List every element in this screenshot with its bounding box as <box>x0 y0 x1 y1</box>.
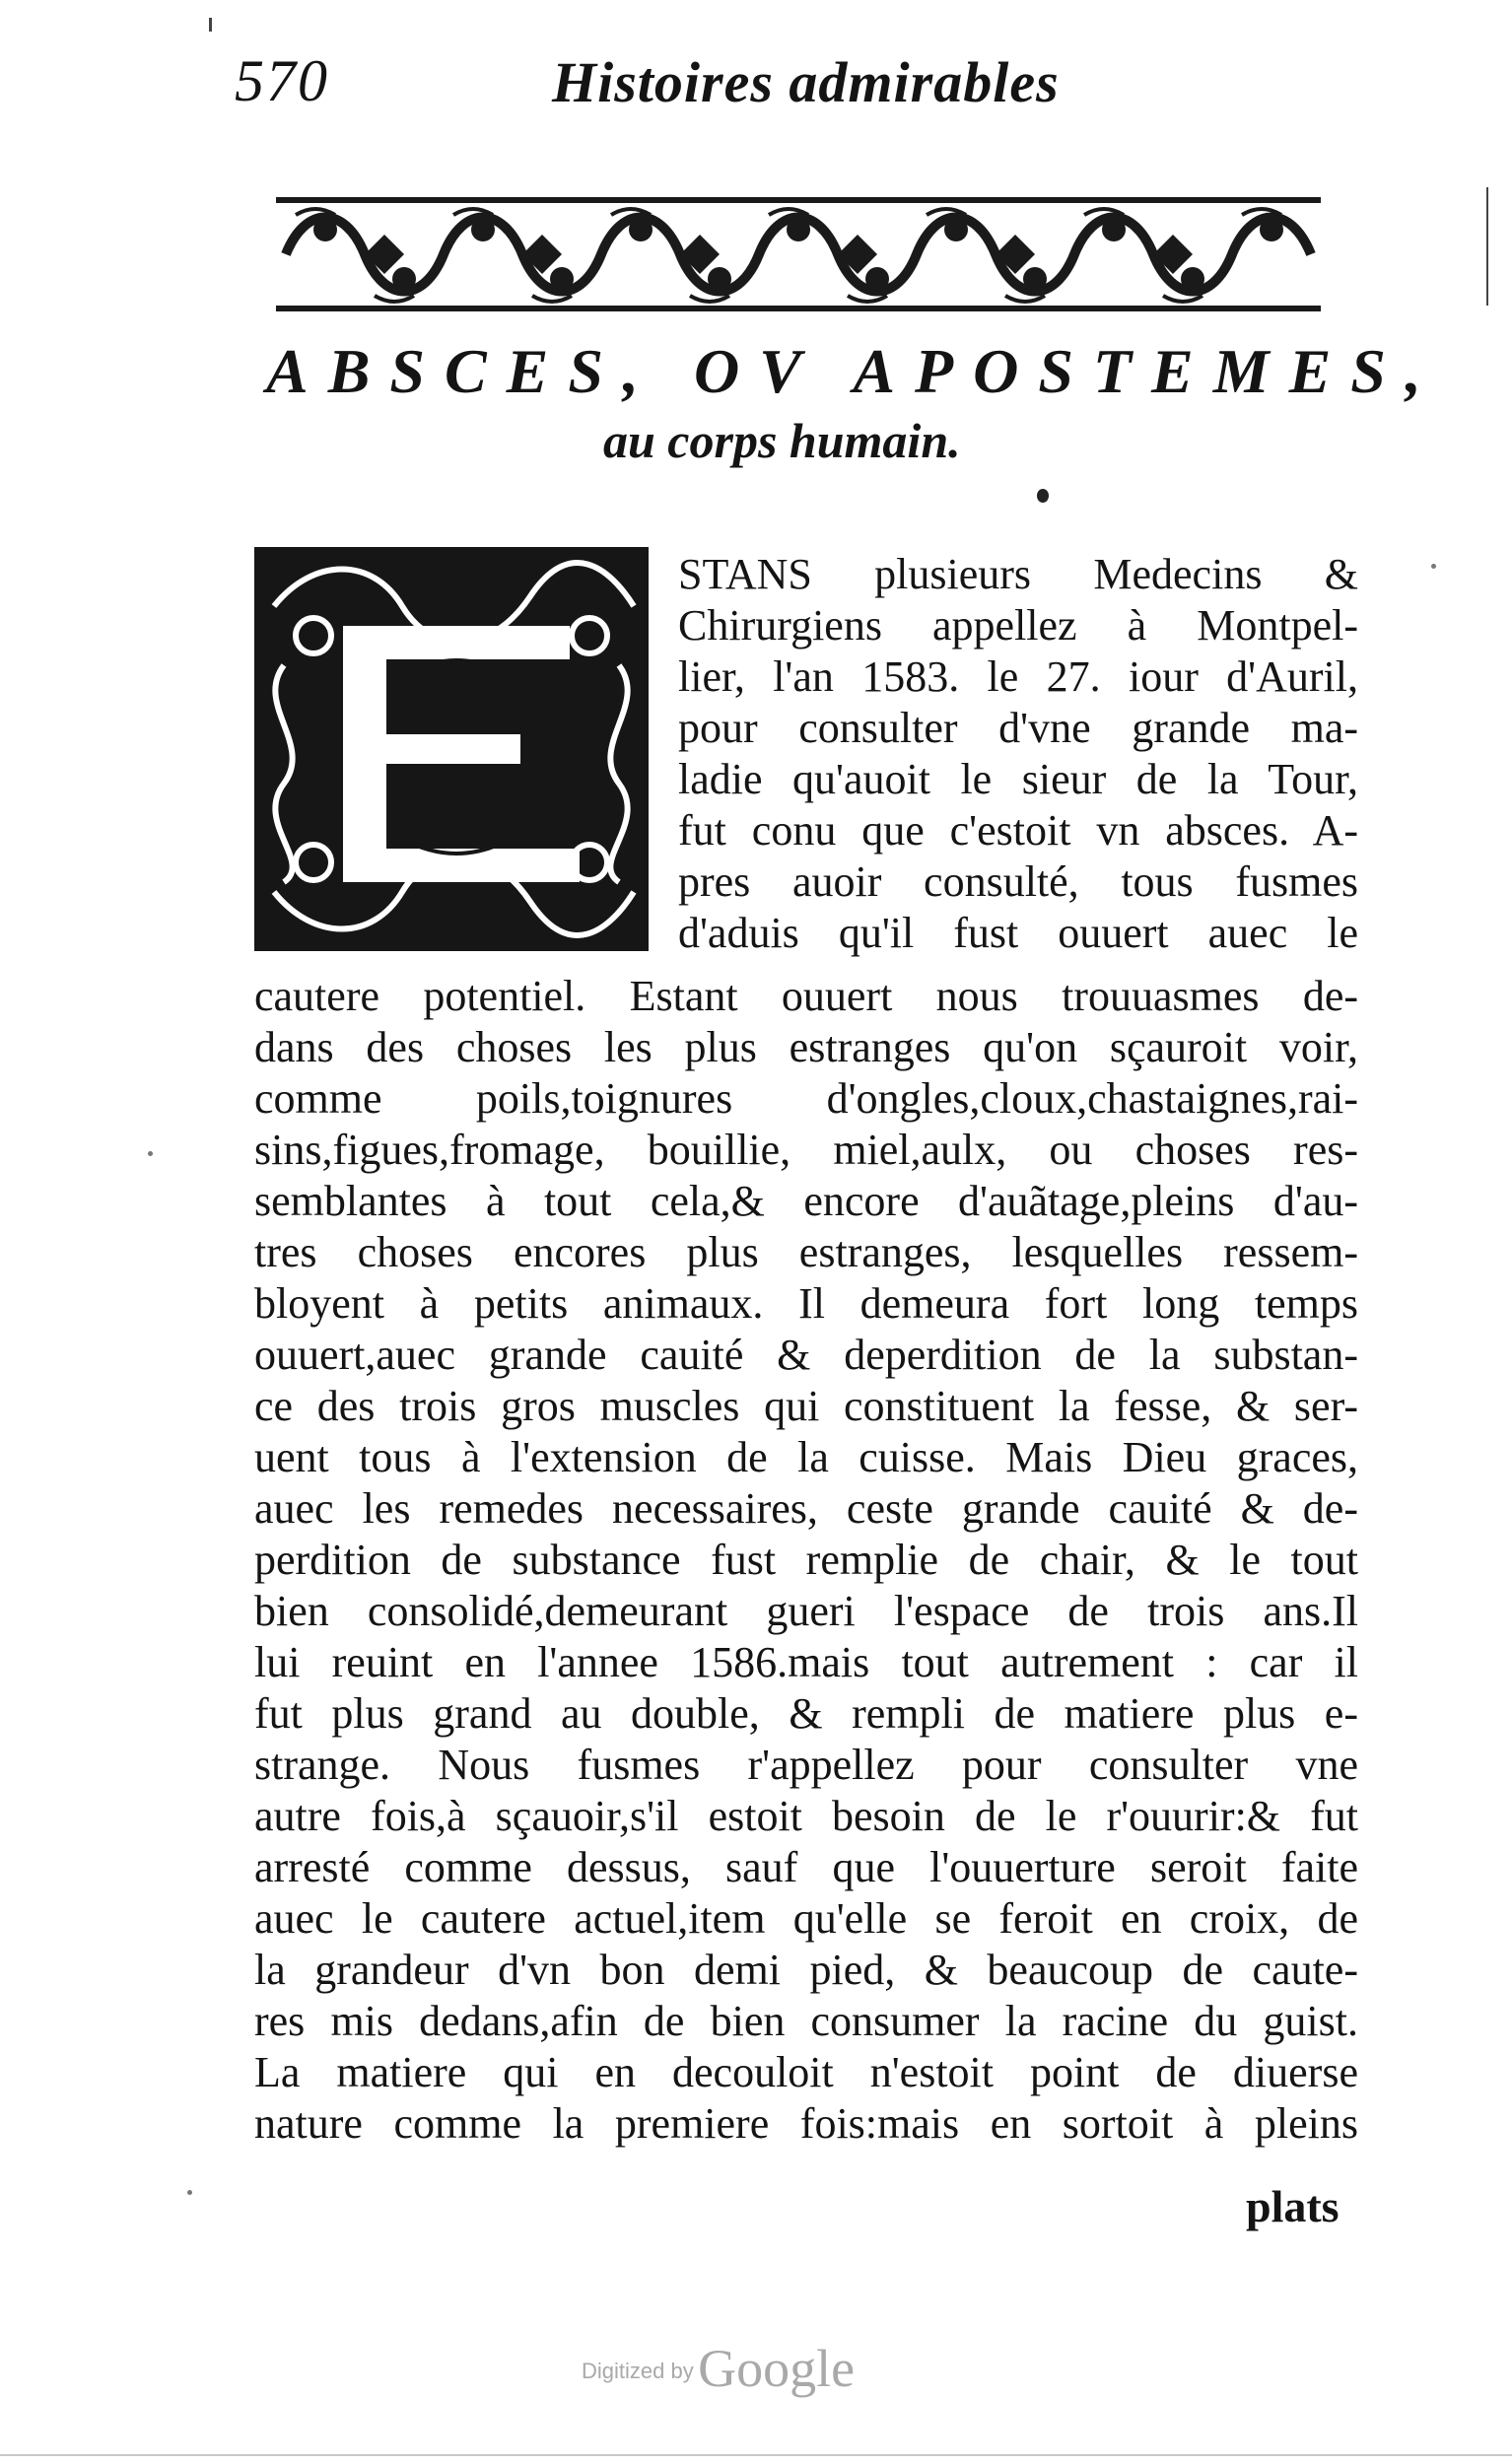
scan-mark <box>1486 187 1488 306</box>
ink-spot <box>1431 564 1436 569</box>
text-line: tres choses encores plus estranges, lesquelles ressem- <box>254 1228 1358 1276</box>
text-line: ouuert,auec grande cauité & deperdition de la substan- <box>254 1331 1358 1379</box>
digitized-label: Digitized by <box>582 2359 694 2383</box>
text-line: nature comme la premiere fois:mais en sortoit à pleins <box>254 2099 1358 2148</box>
text-line: ce des trois gros muscles qui constituent la fesse, & ser- <box>254 1382 1358 1430</box>
text-line: fut plus grand au double, & rempli de matiere plus e- <box>254 1689 1358 1738</box>
text-line: uent tous à l'extension de la cuisse. Mais Dieu graces, <box>254 1433 1358 1481</box>
google-wordmark: Google <box>698 2339 856 2398</box>
digitized-watermark <box>582 2338 855 2399</box>
text-line: sins,figues,fromage, bouillie, miel,aulx, ou choses res- <box>254 1126 1358 1174</box>
text-line: cautere potentiel. Estant ouuert nous trouuasmes de- <box>254 972 1358 1020</box>
text-line: res mis dedans,afin de bien consumer la racine du guist. <box>254 1997 1358 2045</box>
ink-spot <box>187 2190 192 2195</box>
text-line: bien consolidé,demeurant gueri l'espace de trois ans.Il <box>254 1587 1358 1635</box>
text-line: auec les remedes necessaires, ceste grande cauité & de- <box>254 1484 1358 1533</box>
text-line: pour consulter d'vne grande ma- <box>678 704 1358 752</box>
headpiece-ornament <box>266 185 1331 323</box>
text-line: d'aduis qu'il fust ouuert auec le <box>678 909 1358 957</box>
ink-spot <box>148 1151 153 1156</box>
text-line: perdition de substance fust remplie de chair, & le tout <box>254 1536 1358 1584</box>
text-line: Chirurgiens appellez à Montpel- <box>678 601 1358 650</box>
page-number: 570 <box>235 48 329 113</box>
ink-spot <box>1037 489 1049 503</box>
text-line: La matiere qui en decouloit n'estoit point de diuerse <box>254 2048 1358 2096</box>
text-line: la grandeur d'vn bon demi pied, & beaucoup de caute- <box>254 1946 1358 1994</box>
text-line: autre fois,à sçauoir,s'il estoit besoin de le r'ouurir:& fut <box>254 1792 1358 1840</box>
text-line: STANS plusieurs Medecins & <box>678 550 1358 598</box>
text-line: ladie qu'auoit le sieur de la Tour, <box>678 755 1358 803</box>
text-line: lier, l'an 1583. le 27. iour d'Auril, <box>678 652 1358 701</box>
catchword: plats <box>1246 2181 1340 2231</box>
decorated-initial <box>254 547 649 951</box>
text-line: semblantes à tout cela,& encore d'auãtage,pleins d'au- <box>254 1177 1358 1225</box>
chapter-subtitle: au corps humain. <box>603 413 961 468</box>
text-line: fut conu que c'estoit vn absces. A- <box>678 806 1358 855</box>
text-line: pres auoir consulté, tous fusmes <box>678 857 1358 906</box>
text-line: auec le cautere actuel,item qu'elle se feroit en croix, de <box>254 1894 1358 1943</box>
text-line: bloyent à petits animaux. Il demeura fort long temps <box>254 1279 1358 1328</box>
scan-mark <box>209 18 212 32</box>
text-line: comme poils,toignures d'ongles,cloux,chastaignes,rai- <box>254 1074 1358 1123</box>
chapter-title: ABSCES, OV APOSTEMES, <box>266 336 1441 406</box>
page-edge-rule <box>0 2454 1512 2456</box>
text-line: strange. Nous fusmes r'appellez pour consulter vne <box>254 1741 1358 1789</box>
text-line: arresté comme dessus, sauf que l'ouuerture seroit faite <box>254 1843 1358 1891</box>
running-title: Histoires admirables <box>552 50 1060 114</box>
text-line: dans des choses les plus estranges qu'on sçauroit voir, <box>254 1023 1358 1071</box>
text-line: lui reuint en l'annee 1586.mais tout autrement : car il <box>254 1638 1358 1686</box>
